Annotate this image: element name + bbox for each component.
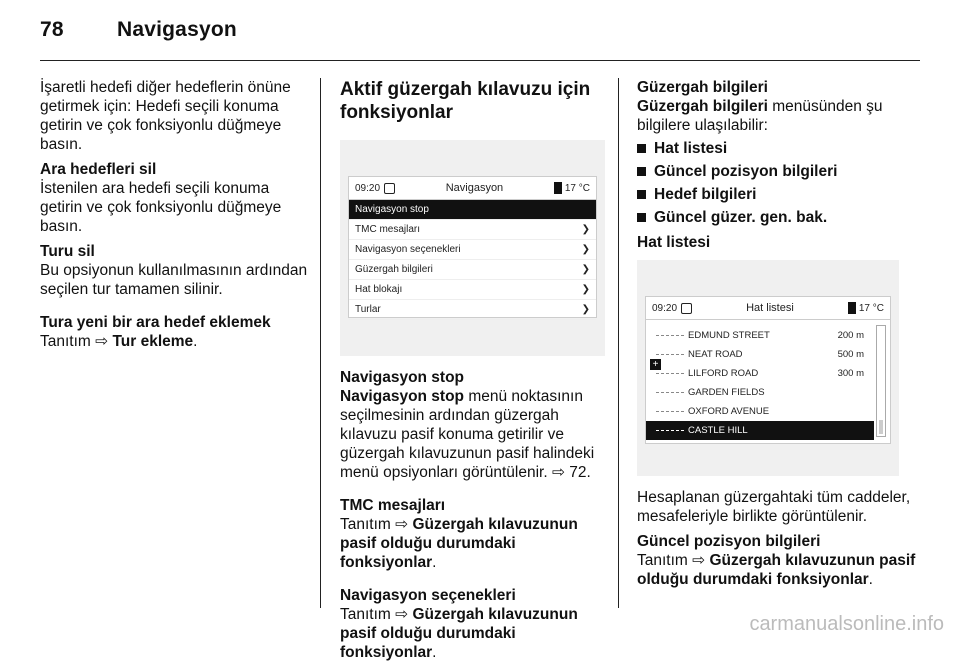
street-distance: 200 m: [837, 330, 864, 341]
route-row[interactable]: [646, 402, 890, 421]
paragraph: [637, 97, 927, 135]
street-name: CASTLE HILL: [688, 425, 748, 436]
list-item-label: Hat listesi: [654, 140, 728, 157]
clock-text: 09:20: [355, 182, 381, 194]
list-item-label: Hedef bilgileri: [654, 186, 757, 203]
clock-text: 09:20: [652, 302, 678, 314]
ref-arrow-icon: ⇨: [395, 606, 409, 623]
chevron-right-icon: ❯: [581, 304, 590, 315]
ref-link[interactable]: Güzergah kılavuzunun pasif olduğu durumdaki fonksiyonlar: [340, 516, 578, 571]
menu-item-label: Güzergah bilgileri: [355, 264, 433, 275]
heading-hat-listesi: Hat listesi: [637, 234, 711, 251]
ref-prefix: Tanıtım: [340, 606, 391, 623]
navigation-screen-image: [340, 140, 605, 356]
paragraph: [340, 387, 605, 482]
page-number: 78: [40, 18, 64, 41]
paragraph: İstenilen ara hedefi seçili konuma getirin ve çok fonksiyonlu düğmeye basın.: [40, 180, 282, 235]
bullet-square-icon: [637, 167, 646, 176]
menu-item[interactable]: [349, 200, 596, 220]
ref-period: .: [432, 644, 437, 661]
menu-item[interactable]: [349, 260, 596, 280]
ref-link[interactable]: Güzergah kılavuzunun pasif olduğu durumdaki fonksiyonlar: [637, 552, 916, 588]
inline-bold: Güzergah bilgileri: [637, 98, 768, 115]
route-row[interactable]: [646, 326, 890, 345]
menu-item-label: Navigasyon stop: [355, 204, 429, 215]
inline-text: menü noktasının seçilmesinin ardından güzergah kılavuzu pasif konuma getirilir ve güzergah kılavuzunun pasif halindeki menü opsiyonları görüntülenir.: [340, 388, 595, 481]
heading-tmc: TMC mesajları: [340, 497, 446, 514]
list-item: [637, 208, 927, 227]
header-divider: [40, 60, 920, 61]
ref-period: .: [868, 571, 873, 588]
screen-status-bar: [646, 297, 890, 320]
thermometer-icon: [554, 182, 562, 194]
route-row[interactable]: [646, 383, 890, 402]
route-list-screen-image: [637, 260, 899, 476]
page-reference[interactable]: ⇨ 72.: [551, 464, 591, 481]
reference-line: [40, 332, 310, 351]
thermometer-icon: [848, 302, 856, 314]
clock-icon: [681, 303, 692, 314]
list-item-label: Güncel güzer. gen. bak.: [654, 209, 828, 226]
menu-item-label: Hat blokajı: [355, 284, 403, 295]
list-item: [637, 139, 927, 158]
list-item: [637, 162, 927, 181]
heading-navigasyon-stop: Navigasyon stop: [340, 369, 465, 386]
heading-guzergah-bilgileri: Güzergah bilgileri: [637, 79, 768, 96]
reference-line: [340, 605, 605, 662]
bullet-square-icon: [637, 213, 646, 222]
ref-link[interactable]: Tur ekleme: [112, 333, 194, 350]
column-divider: [320, 78, 321, 608]
column-divider: [618, 78, 619, 608]
screen-title: Navigasyon: [445, 181, 504, 194]
menu-item[interactable]: [349, 220, 596, 240]
chevron-right-icon: ❯: [581, 284, 590, 295]
inline-text: menüsünden şu bilgilere ulaşılabilir:: [637, 98, 883, 134]
paragraph: İşaretli hedefi diğer hedeflerin önüne getirmek için: Hedefi seçili konuma getirin ve çok fonksiyonlu düğmeye basın.: [40, 79, 291, 153]
nav-screen: [348, 176, 597, 318]
clock-icon: [384, 183, 395, 194]
screen-title: Hat listesi: [746, 301, 794, 314]
paragraph: Bu opsiyonun kullanılmasının ardından seçilen tur tamamen silinir.: [40, 262, 308, 298]
column-1: [40, 78, 310, 351]
chevron-right-icon: ❯: [581, 264, 590, 275]
menu-item[interactable]: [349, 240, 596, 260]
reference-line: [340, 515, 605, 572]
street-distance: 500 m: [837, 349, 864, 360]
menu-item[interactable]: [349, 300, 596, 320]
temperature: 17 °C: [564, 182, 590, 194]
ref-arrow-icon: ⇨: [95, 333, 109, 350]
bullet-square-icon: [637, 144, 646, 153]
scrollbar-thumb[interactable]: [879, 420, 883, 434]
column-3: [637, 78, 927, 589]
bullet-square-icon: [637, 190, 646, 199]
ref-arrow-icon: ⇨: [692, 552, 706, 569]
column-2: [340, 78, 605, 662]
ref-link[interactable]: Güzergah kılavuzunun pasif olduğu durumdaki fonksiyonlar: [340, 606, 578, 661]
street-name: LILFORD ROAD: [688, 368, 759, 379]
ref-period: .: [432, 554, 437, 571]
watermark: carmanualsonline.info: [749, 613, 944, 635]
heading-ara-hedefleri-sil: Ara hedefleri sil: [40, 161, 157, 178]
street-name: GARDEN FIELDS: [688, 387, 765, 398]
route-row[interactable]: [646, 345, 890, 364]
heading-guncel-pozisyon: Güncel pozisyon bilgileri: [637, 533, 821, 550]
inline-bold: Navigasyon stop: [340, 388, 465, 405]
paragraph: Hesaplanan güzergahtaki tüm caddeler, mesafeleriyle birlikte görüntülenir.: [637, 489, 911, 525]
heading-tura-yeni: Tura yeni bir ara hedef eklemek: [40, 314, 271, 331]
menu-item[interactable]: [349, 280, 596, 300]
scrollbar[interactable]: [876, 325, 886, 437]
street-name: OXFORD AVENUE: [688, 406, 770, 417]
menu-item-label: TMC mesajları: [355, 224, 421, 235]
street-distance: 300 m: [837, 368, 864, 379]
temperature: 17 °C: [858, 302, 884, 314]
ref-arrow-icon: ⇨: [395, 516, 409, 533]
street-name: NEAT ROAD: [688, 349, 743, 360]
chevron-right-icon: ❯: [581, 224, 590, 235]
list-item-label: Güncel pozisyon bilgileri: [654, 163, 838, 180]
page-header: [40, 18, 237, 42]
route-screen: [645, 296, 891, 444]
heading-nav-secenekleri: Navigasyon seçenekleri: [340, 587, 516, 604]
ref-prefix: Tanıtım: [40, 333, 91, 350]
heading-turu-sil: Turu sil: [40, 243, 95, 260]
screen-status-bar: [349, 177, 596, 200]
reference-line: [637, 551, 927, 589]
ref-period: .: [193, 333, 198, 350]
route-row[interactable]: [646, 364, 890, 383]
street-name: EDMUND STREET: [688, 330, 770, 341]
route-row[interactable]: [646, 421, 874, 440]
menu-item-label: Navigasyon seçenekleri: [355, 244, 461, 255]
list-item: [637, 185, 927, 204]
section-title: Navigasyon: [117, 18, 237, 41]
plus-icon[interactable]: +: [650, 359, 661, 370]
ref-prefix: Tanıtım: [637, 552, 688, 569]
menu-item-label: Turlar: [355, 304, 381, 315]
chevron-right-icon: ❯: [581, 244, 590, 255]
ref-prefix: Tanıtım: [340, 516, 391, 533]
section-heading: Aktif güzergah kılavuzu için fonksiyonlar: [340, 79, 591, 123]
